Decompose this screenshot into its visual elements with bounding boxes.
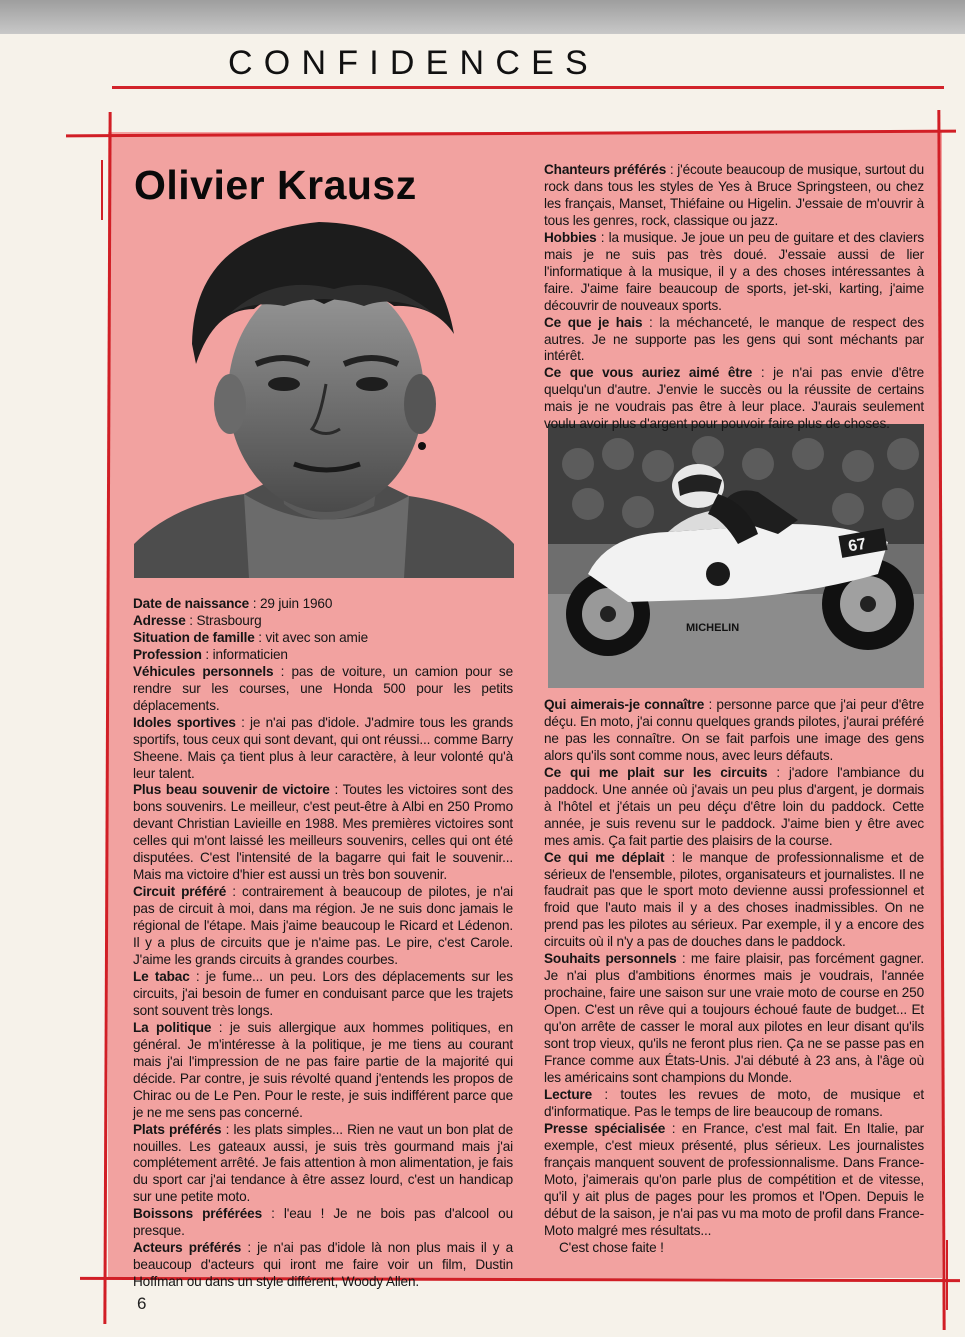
left-column-text	[133, 596, 513, 1291]
entry-label: Ce qui me plait sur les circuits	[544, 764, 768, 780]
entry-tobacco	[133, 969, 513, 1020]
closing-line	[544, 1240, 924, 1257]
entry-favorite-circuit	[133, 884, 513, 969]
entry-text: : toutes les revues de moto, de musique et d'informatique. Pas le temps de lire beaucoup de romans.	[544, 1086, 924, 1119]
entry-label: Le tabac	[133, 968, 190, 984]
entry-label: Ce que vous auriez aimé être	[544, 365, 753, 381]
entry-text: : Toutes les victoires sont des bons souvenirs. Le meilleur, c'est peut-être à Albi en 250 Promo devant Christian Lavieille en 1988. Mes premières victoires sont celles qui m'ont laissé les meilleurs souvenirs, celles qui ont été disputées. C'est l'intensité de la bagarre qui fait le souvenir... Mais ma victoire d'hier est aussi un très bon souvenir.	[133, 782, 513, 883]
entry-who-to-meet	[544, 697, 924, 765]
entry-text: : le manque de professionnalisme et de sérieux de l'ensemble, pilotes, organisateurs et journalistes. Il ne faudrait pas que le sport moto devienne aussi professionnel et froid que l'auto mais il y a des choses inadmissibles. On ne prend pas les pilotes au sérieux. Par exemple, il y a encore des circuits où il n'y a pas de douches dans le paddock.	[544, 849, 924, 950]
entry-text: : contrairement à beaucoup de pilotes, je n'ai pas de circuit à moi, dans ma région. Je ne suis donc jamais le régional de l'étape. Mais j'aime beaucoup le Ricard et Lédenon. Il y a plus de circuits que je n'aime pas. Le pire, c'est Carole. J'aime les grands circuits à grandes courbes.	[133, 884, 513, 968]
entry-text: : pas de voiture, un camion pour se rendre sur les courses, une Honda 500 pour les petits déplacements.	[133, 663, 513, 713]
motorcycle-photo	[548, 424, 924, 688]
entry-label: Situation de famille	[133, 629, 255, 645]
entry-text: : l'eau ! Je ne bois pas d'alcool ou presque.	[133, 1206, 513, 1239]
portrait-photo	[134, 214, 514, 578]
entry-label: Circuit préféré	[133, 884, 227, 900]
entry-text: : en France, c'est mal fait. En Italie, par exemple, c'est mieux présenté, plus sérieux. Les journalistes français manquent souvent de professionnalisme. Dans France-Moto, j'aimerais qu'on parle plus de compétition et de vitesse, qu'il y ait plus de pages pour les promos et l'Open. Depuis le début de la saison, je n'ai pas vu ma moto de profil dans France-Moto malgré mes résultats...	[544, 1120, 925, 1238]
entry-text: : la musique. Je joue un peu de guitare et des claviers mais je ne suis pas très doué. J'essaie aussi de lier l'informatique à la musique, il y a des choses intéressantes à faire. J'aime faire beaucoup de sports, jet-ski, karting, j'aime découvrir de nouveaux sports.	[544, 229, 924, 313]
entry-press	[544, 1121, 924, 1240]
entry-text: : personne parce que j'ai peur d'être déçu. En moto, j'ai connu quelques grands pilotes, j'aurai préféré ne pas les connaître. On se fait parfois une image des gens alors qu'ils sont comme nous, avec leurs défauts.	[544, 697, 924, 763]
entry-label: Presse spécialisée	[544, 1120, 666, 1136]
page-number: 6	[137, 1294, 147, 1313]
entry-label: Acteurs préférés	[133, 1240, 242, 1256]
entry-text: : je suis allergique aux hommes politiques, en général. Je m'intéresse à la politique, je me tiens au courant mais j'ai l'impression de ne pas faire partie de la majorité qui décide. Par contre, je suis révolté quand j'entends les propos de Chirac ou de Le Pen. Pour le reste, je suis indifférent parce que je ne me sens pas concerné.	[133, 1019, 513, 1120]
entry-label: Hobbies	[544, 229, 597, 245]
entry-politics	[133, 1020, 513, 1122]
entry-label: Qui aimerais-je connaître	[544, 697, 705, 712]
entry-label: Adresse	[133, 612, 186, 628]
entry-would-have-been	[544, 365, 924, 433]
entry-circuit-likes	[544, 765, 924, 850]
entry-family-status	[133, 630, 513, 647]
entry-label: Plats préférés	[133, 1121, 222, 1137]
entry-text: : je n'ai pas envie d'être quelqu'un d'autre. J'envie le succès ou la réussite de certains mais je ne voudrais pas être à leur place. J'aurais seulement voulu avoir plus d'argent pour pouvoir faire plus de choses.	[544, 365, 925, 432]
entry-label: Chanteurs préférés	[544, 162, 667, 177]
michelin-logo-text: MICHELIN	[686, 622, 740, 634]
entry-text: : je n'ai pas d'idole. J'admire tous les grands sportifs, tous ceux qui sont devant, qui ont réussi... comme Barry Sheene. Mais ça tient plus à leur caractère, à leur volonté qu'à leur talent.	[133, 714, 513, 781]
entry-text: : 29 juin 1960	[249, 596, 333, 611]
entry-wishes	[544, 951, 924, 1087]
entry-text: : j'adore l'ambiance du paddock. Une année où j'avais un peu plus d'argent, je dormais à l'hôtel et j'étais un peu déçu d'être loin du paddock. Cette année, je suis revenu sur le paddock. J'aime bien y être avec mes amis. Ça fait partie des plaisirs de la course.	[544, 764, 924, 848]
entry-address	[133, 613, 513, 630]
entry-text: : j'écoute beaucoup de musique, surtout du rock dans tous les styles de Yes à Bruce Springsteen, ou chez les français, Manset, Thiéfaine ou Higelin. J'essaie de m'ouvrir à tous les genres, rock, classique ou jazz.	[544, 162, 924, 228]
entry-favorite-actors	[133, 1240, 513, 1291]
entry-displeasures	[544, 850, 924, 952]
entry-idols	[133, 715, 513, 783]
entry-favorite-drinks	[133, 1206, 513, 1240]
entry-dislikes	[544, 315, 924, 366]
entry-text: : je fume... un peu. Lors des déplacements sur les circuits, j'ai besoin de fumer en conduisant parce que les trajets sont souvent très longs.	[133, 968, 513, 1018]
section-title: CONFIDENCES	[228, 44, 599, 82]
entry-birth-date	[133, 596, 513, 613]
entry-vehicles	[133, 664, 513, 715]
header-rule	[112, 86, 944, 89]
entry-text: : Strasbourg	[185, 612, 262, 628]
entry-best-victory	[133, 782, 513, 884]
article-name: Olivier Krausz	[134, 162, 417, 208]
entry-text: : vit avec son amie	[254, 629, 368, 645]
entry-text: : la méchanceté, le manque de respect des autres. Je ne supporte pas les gens qui sont méchants par intérêt.	[544, 314, 924, 364]
entry-label: Lecture	[544, 1086, 593, 1102]
entry-text: C'est chose faite !	[559, 1239, 664, 1255]
entry-reading	[544, 1087, 924, 1121]
entry-label: La politique	[133, 1019, 212, 1035]
entry-text: : je n'ai pas d'idole là non plus mais il y a beaucoup d'acteurs qui iront me faire voir un film, Dustin Hoffman ou dans un style différent, Woody Allen.	[133, 1240, 513, 1290]
entry-label: Date de naissance	[133, 596, 250, 611]
entry-label: Idoles sportives	[133, 714, 236, 730]
entry-label: Véhicules personnels	[133, 663, 274, 679]
entry-label: Souhaits personnels	[544, 951, 677, 967]
entry-label: Plus beau souvenir de victoire	[133, 782, 330, 798]
entry-text: : les plats simples... Rien ne vaut un bon plat de nouilles. Les gateaux aussi, je suis très gourmand mais j'ai complétement arrêté. Je fais attention à mon alimentation, je fais du sport car j'ai tendance à être assez lourd, c'est un handicap sur une petite moto.	[133, 1121, 513, 1205]
frame-right-stroke	[946, 1240, 948, 1310]
entry-favorite-singers	[544, 162, 924, 230]
top-band	[0, 0, 965, 34]
right-column-top-text	[544, 162, 924, 433]
entry-label: Boissons préférées	[133, 1206, 262, 1222]
entry-text: : informaticien	[201, 646, 288, 662]
entry-label: Ce que je hais	[544, 314, 643, 330]
entry-label: Ce qui me déplait	[544, 849, 665, 865]
entry-favorite-dishes	[133, 1122, 513, 1207]
frame-left-stroke	[101, 160, 103, 220]
entry-text: : me faire plaisir, pas forcément gagner. Je n'ai plus d'ambitions énormes mais je voudrais, l'année prochaine, faire une saison sur une vraie moto de course en 250 Open. C'est un rêve qui a toujours échoué faute de budget... Et qu'on arrête de casser le moral aux pilotes en leur disant qu'ils sont trop vieux, qu'ils ne feront plus rien. Ça ne se passe pas en France comme aux États-Unis. J'ai débuté à 23 ans, à l'âge où les américains sont champions du Monde.	[544, 951, 924, 1085]
entry-profession	[133, 647, 513, 664]
entry-hobbies	[544, 230, 924, 315]
entry-label: Profession	[133, 646, 202, 662]
right-column-bottom-text	[544, 697, 924, 1256]
bike-number-plate: 67	[847, 535, 868, 556]
